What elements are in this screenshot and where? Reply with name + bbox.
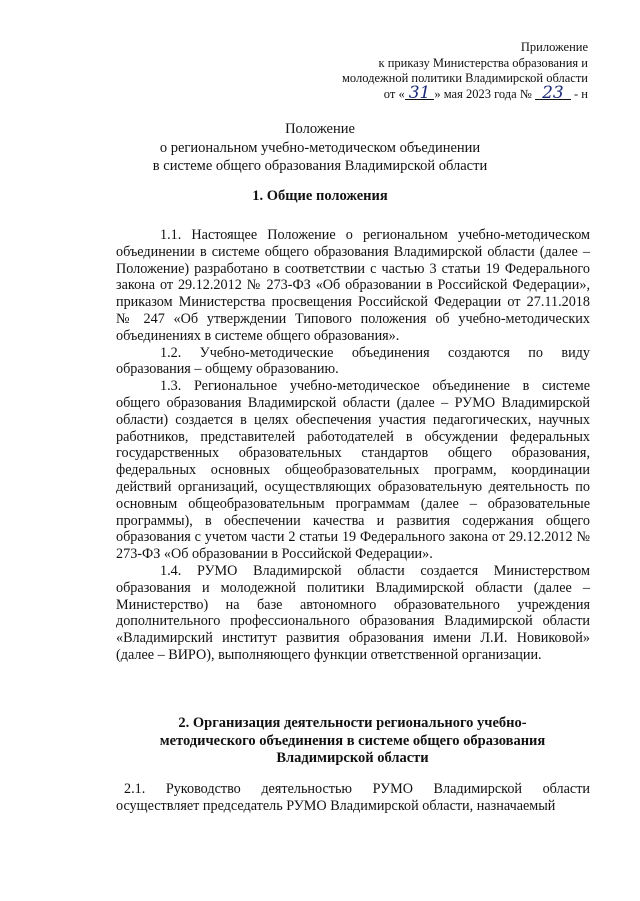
title-line-2: о региональном учебно-методическом объединении bbox=[159, 139, 481, 156]
section-2-heading-line-2: методического объединения в системе общего образования bbox=[159, 732, 546, 749]
annex-order-line: к приказу Министерства образования и bbox=[378, 55, 588, 70]
annex-ministry-line: молодежной политики Владимирской области bbox=[341, 71, 588, 85]
title-line-1: Положение bbox=[285, 121, 355, 137]
annex-date-line bbox=[298, 82, 588, 103]
paragraph-1-1: 1.1. Настоящее Положение о региональном учебно-методическом объединении в системе общего образования Владимирской области (далее – Положение) разработано в соответствии с частью 3 статьи 19 Федерального закона от 29.12.2012 № 273-ФЗ «Об образовании в Российской Федерации», приказом Министерства просвещения Российской Федерации от 27.11.2018 № 247 «Об утверждении Типового положения об учебно-методических объединениях в системе общего образования». bbox=[116, 227, 590, 344]
title-line-3: в системе общего образования Владимирской области bbox=[152, 158, 488, 174]
section-1-body bbox=[116, 227, 590, 664]
paragraph-1-4: 1.4. РУМО Владимирской области создается Министерством образования и молодежной политики Владимирской области (далее – Министерство) на базе автономного образовательного учреждения дополнительного профессионального образования Владимирской области «Владимирский институт развития образования имени Л.И. Новиковой» (далее – ВИРО), выполняющего функции ответственной организации. bbox=[116, 562, 590, 663]
section-2-heading-line-3: Владимирской области bbox=[276, 750, 429, 766]
annex-header bbox=[298, 40, 588, 102]
date-prefix: от « bbox=[383, 86, 405, 101]
number-suffix: - н bbox=[574, 86, 588, 101]
document-title bbox=[0, 120, 640, 176]
paragraph-2-1: 2.1. Руководство деятельностью РУМО Владимирской области осуществляет председатель РУМО Владимирской области, назначаемый bbox=[116, 781, 590, 814]
annex-label: Приложение bbox=[520, 40, 588, 54]
section-2-heading-line-1: 2. Организация деятельности регионального учебно- bbox=[178, 715, 527, 731]
section-1-heading: 1. Общие положения bbox=[252, 188, 388, 204]
section-2-body bbox=[116, 781, 590, 815]
handwritten-number: 23 bbox=[535, 87, 571, 100]
date-middle: » мая 2023 года № bbox=[434, 86, 532, 101]
paragraph-1-3: 1.3. Региональное учебно-методическое объединение в системе общего образования Владимирской области (далее – РУМО Владимирской области) создается в целях обеспечения участия педагогических, научных работников, представителей работодателей в обсуждении федеральных государственных образовательных стандартов общего образования, федеральных основных общеобразовательных программ, координации действий организаций, осуществляющих образовательную деятельность по основным общеобразовательным программам (далее – образовательные программы), в обеспечении качества и развития содержания общего образования с учетом части 2 статьи 19 Федерального закона от 29.12.2012 № 273-ФЗ «Об образовании в Российской Федерации». bbox=[116, 378, 590, 563]
section-2-heading bbox=[110, 715, 595, 768]
handwritten-day: 31 bbox=[405, 87, 435, 100]
paragraph-1-2: 1.2. Учебно-методические объединения создаются по виду образования – общему образованию. bbox=[116, 344, 590, 378]
